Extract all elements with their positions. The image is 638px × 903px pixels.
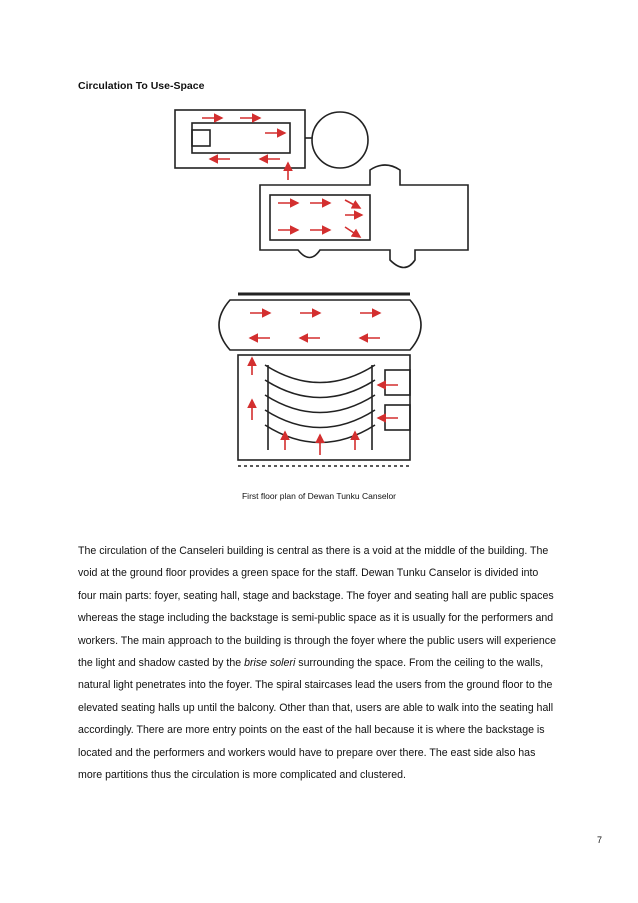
paragraph-text-end: surrounding the space. From the ceiling to the walls, natural light penetrates into the foyer. The spiral staircases lead the users from the ground floor to the elevated seating halls up until the balcony. Other than that, users are able to walk into the seating hall accordingly. There are more entry points on the east of the hall because it is where the backstage is located and the performers and workers would have to prepare over there. The east side also has more partitions thus the circulation is more complicated and clustered. [78, 657, 554, 782]
rotunda-outline [312, 112, 368, 168]
bottom-plan-outline [219, 300, 421, 350]
paragraph-text-start: The circulation of the Canseleri building is central as there is a void at the middle of the building. The void at the ground floor provides a green space for the staff. Dewan Tunku Canselor is divided into four main parts: foyer, seating hall, stage and backstage. The foyer and seating hall are public spaces whereas the stage including the backstage is semi-public space as it is usually for the performers and workers. The main approach to the building is through the foyer where the public users will experience the light and shadow casted by the [78, 545, 556, 670]
section-heading: Circulation To Use-Space [78, 80, 205, 92]
paragraph-italic-term: brise soleri [244, 657, 296, 670]
middle-plan-outline [260, 165, 468, 268]
floor-plan-figure [160, 100, 490, 480]
figure-caption: First floor plan of Dewan Tunku Canselor [241, 491, 397, 501]
body-paragraph [78, 540, 558, 786]
page-number: 7 [596, 835, 602, 845]
floor-plan-diagram [160, 100, 490, 480]
